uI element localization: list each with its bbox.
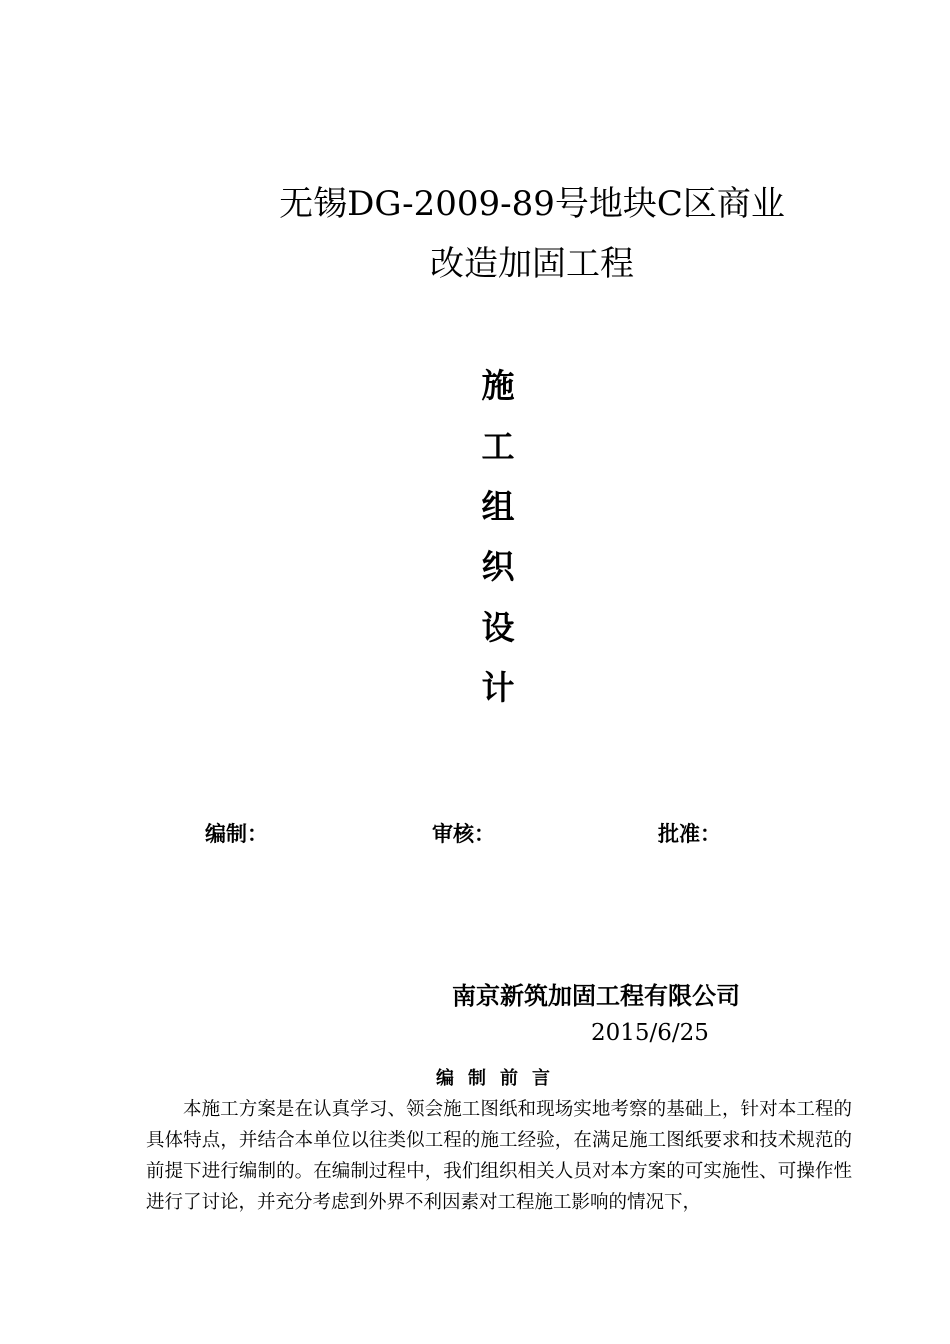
preface-heading: 编制前言: [436, 1068, 564, 1089]
reviewed-by-label: 审核：: [432, 822, 495, 846]
document-title-line-2: 改造加固工程: [430, 244, 634, 284]
preface-paragraph: 本施工方案是在认真学习、领会施工图纸和现场实地考察的基础上，针对本工程的具体特点，并结合本单位以往类似工程的施工经验，在满足施工图纸要求和技术规范的前提下进行编制的。在编制过程中，我们组织相关人员对本方案的可实施性、可操作性进行了讨论，并充分考虑到外界不利因素对工程施工影响的情况下，: [146, 1099, 852, 1213]
doc-type-char: 设: [481, 608, 515, 647]
doc-type-char: 工: [481, 427, 515, 466]
doc-type-char: 施: [481, 366, 515, 405]
document-date: 2015/6/25: [591, 1020, 709, 1046]
company-name: 南京新筑加固工程有限公司: [452, 982, 740, 1010]
document-title-line-1: 无锡DG-2009-89号地块C区商业: [279, 184, 785, 224]
doc-type-char: 织: [481, 547, 515, 586]
doc-type-char: 计: [481, 668, 515, 707]
approved-by-label: 批准：: [658, 822, 721, 846]
compiled-by-label: 编制：: [205, 822, 268, 846]
doc-type-char: 组: [481, 487, 515, 526]
